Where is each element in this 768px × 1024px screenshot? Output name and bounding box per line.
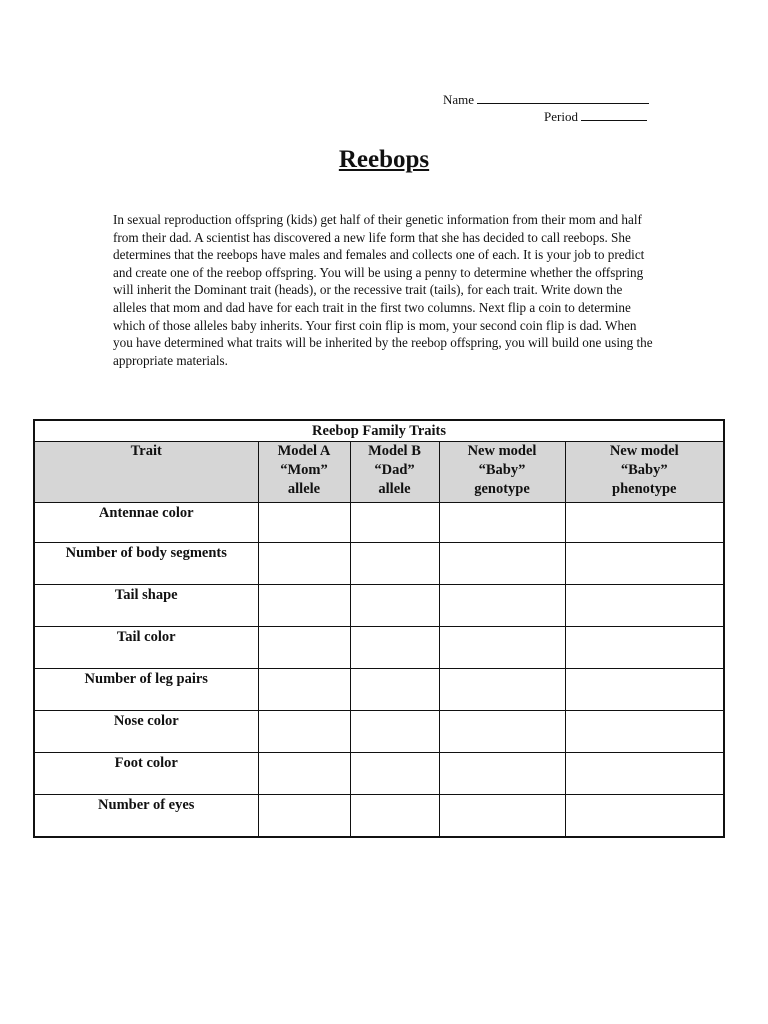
table-body — [34, 503, 724, 838]
column-header-line: “Baby” — [620, 462, 668, 478]
table-caption: Reebop Family Traits — [34, 420, 724, 442]
column-header-model-b-dad-allele — [350, 442, 439, 503]
answer-cell-model-b-dad-allele[interactable] — [350, 543, 439, 585]
reebop-traits-table — [33, 419, 725, 838]
column-header-baby-phenotype — [565, 442, 724, 503]
period-blank-line[interactable] — [581, 108, 647, 121]
answer-cell-baby-phenotype[interactable] — [565, 585, 724, 627]
column-header-line: “Dad” — [374, 462, 415, 478]
answer-cell-model-a-mom-allele[interactable] — [258, 627, 350, 669]
answer-cell-model-b-dad-allele[interactable] — [350, 669, 439, 711]
answer-cell-baby-genotype[interactable] — [439, 543, 565, 585]
trait-name-cell: Number of leg pairs — [34, 669, 258, 711]
column-header-baby-genotype — [439, 442, 565, 503]
trait-name-cell: Tail shape — [34, 585, 258, 627]
column-header-line: “Mom” — [280, 462, 328, 478]
answer-cell-model-b-dad-allele[interactable] — [350, 503, 439, 543]
trait-name-cell: Nose color — [34, 711, 258, 753]
answer-cell-baby-genotype[interactable] — [439, 503, 565, 543]
table-row — [34, 669, 724, 711]
answer-cell-baby-genotype[interactable] — [439, 711, 565, 753]
answer-cell-model-a-mom-allele[interactable] — [258, 543, 350, 585]
table-row — [34, 503, 724, 543]
answer-cell-baby-phenotype[interactable] — [565, 543, 724, 585]
table-row — [34, 543, 724, 585]
answer-cell-baby-phenotype[interactable] — [565, 503, 724, 543]
period-field[interactable] — [544, 108, 647, 125]
trait-name-cell: Number of eyes — [34, 795, 258, 838]
answer-cell-model-b-dad-allele[interactable] — [350, 585, 439, 627]
answer-cell-baby-phenotype[interactable] — [565, 669, 724, 711]
answer-cell-model-a-mom-allele[interactable] — [258, 585, 350, 627]
answer-cell-model-a-mom-allele[interactable] — [258, 711, 350, 753]
trait-name-cell: Number of body segments — [34, 543, 258, 585]
answer-cell-model-a-mom-allele[interactable] — [258, 669, 350, 711]
answer-cell-baby-genotype[interactable] — [439, 795, 565, 838]
page-title: Reebops — [338, 146, 430, 173]
name-blank-line[interactable] — [477, 91, 649, 104]
column-header-line: Model A — [277, 443, 331, 459]
trait-name-cell: Antennae color — [34, 503, 258, 543]
name-label: Name — [443, 92, 475, 107]
table-row — [34, 711, 724, 753]
intro-paragraph: In sexual reproduction offspring (kids) get half of their genetic information from their mom and half from their dad. A scientist has discovered a new life form that she has decided to call reebops. She determines that the reebops have males and females and collects one of each. It is your job to predict and create one of the reebop offspring. You will be using a penny to determine whether the offspring will inherit the Dominant trait (heads), or the recessive trait (tails), for each trait. Write down the alleles that mom and dad have for each trait in the first two columns. Next flip a coin to determine which of those alleles baby inherits. Your first coin flip is mom, your second coin flip is dad. When you have determined what traits will be inherited by the reebop offspring, you will build one using the appropriate materials. — [113, 212, 653, 368]
column-header-line: allele — [378, 481, 411, 497]
table-row — [34, 585, 724, 627]
answer-cell-model-a-mom-allele[interactable] — [258, 503, 350, 543]
answer-cell-baby-genotype[interactable] — [439, 627, 565, 669]
answer-cell-baby-phenotype[interactable] — [565, 795, 724, 838]
answer-cell-model-b-dad-allele[interactable] — [350, 753, 439, 795]
answer-cell-model-a-mom-allele[interactable] — [258, 795, 350, 838]
answer-cell-baby-genotype[interactable] — [439, 585, 565, 627]
column-header-line: New model — [467, 443, 537, 459]
answer-cell-model-b-dad-allele[interactable] — [350, 795, 439, 838]
answer-cell-baby-phenotype[interactable] — [565, 627, 724, 669]
answer-cell-baby-phenotype[interactable] — [565, 711, 724, 753]
column-header-line: genotype — [474, 481, 530, 497]
answer-cell-baby-phenotype[interactable] — [565, 753, 724, 795]
table-header-row — [34, 442, 724, 503]
answer-cell-baby-genotype[interactable] — [439, 669, 565, 711]
column-header-line: Model B — [368, 443, 421, 459]
column-header-line: phenotype — [612, 481, 677, 497]
column-header-trait — [34, 442, 258, 503]
answer-cell-model-b-dad-allele[interactable] — [350, 627, 439, 669]
table-row — [34, 753, 724, 795]
trait-name-cell: Foot color — [34, 753, 258, 795]
trait-name-cell: Tail color — [34, 627, 258, 669]
column-header-line: allele — [287, 481, 321, 497]
answer-cell-model-b-dad-allele[interactable] — [350, 711, 439, 753]
column-header-line: “Baby” — [478, 462, 526, 478]
name-field[interactable] — [443, 91, 649, 108]
column-header-line: New model — [609, 443, 679, 459]
table-row — [34, 627, 724, 669]
period-label: Period — [544, 109, 578, 124]
answer-cell-baby-genotype[interactable] — [439, 753, 565, 795]
column-header-line: Trait — [130, 443, 162, 459]
column-header-model-a-mom-allele — [258, 442, 350, 503]
table-row — [34, 795, 724, 838]
answer-cell-model-a-mom-allele[interactable] — [258, 753, 350, 795]
